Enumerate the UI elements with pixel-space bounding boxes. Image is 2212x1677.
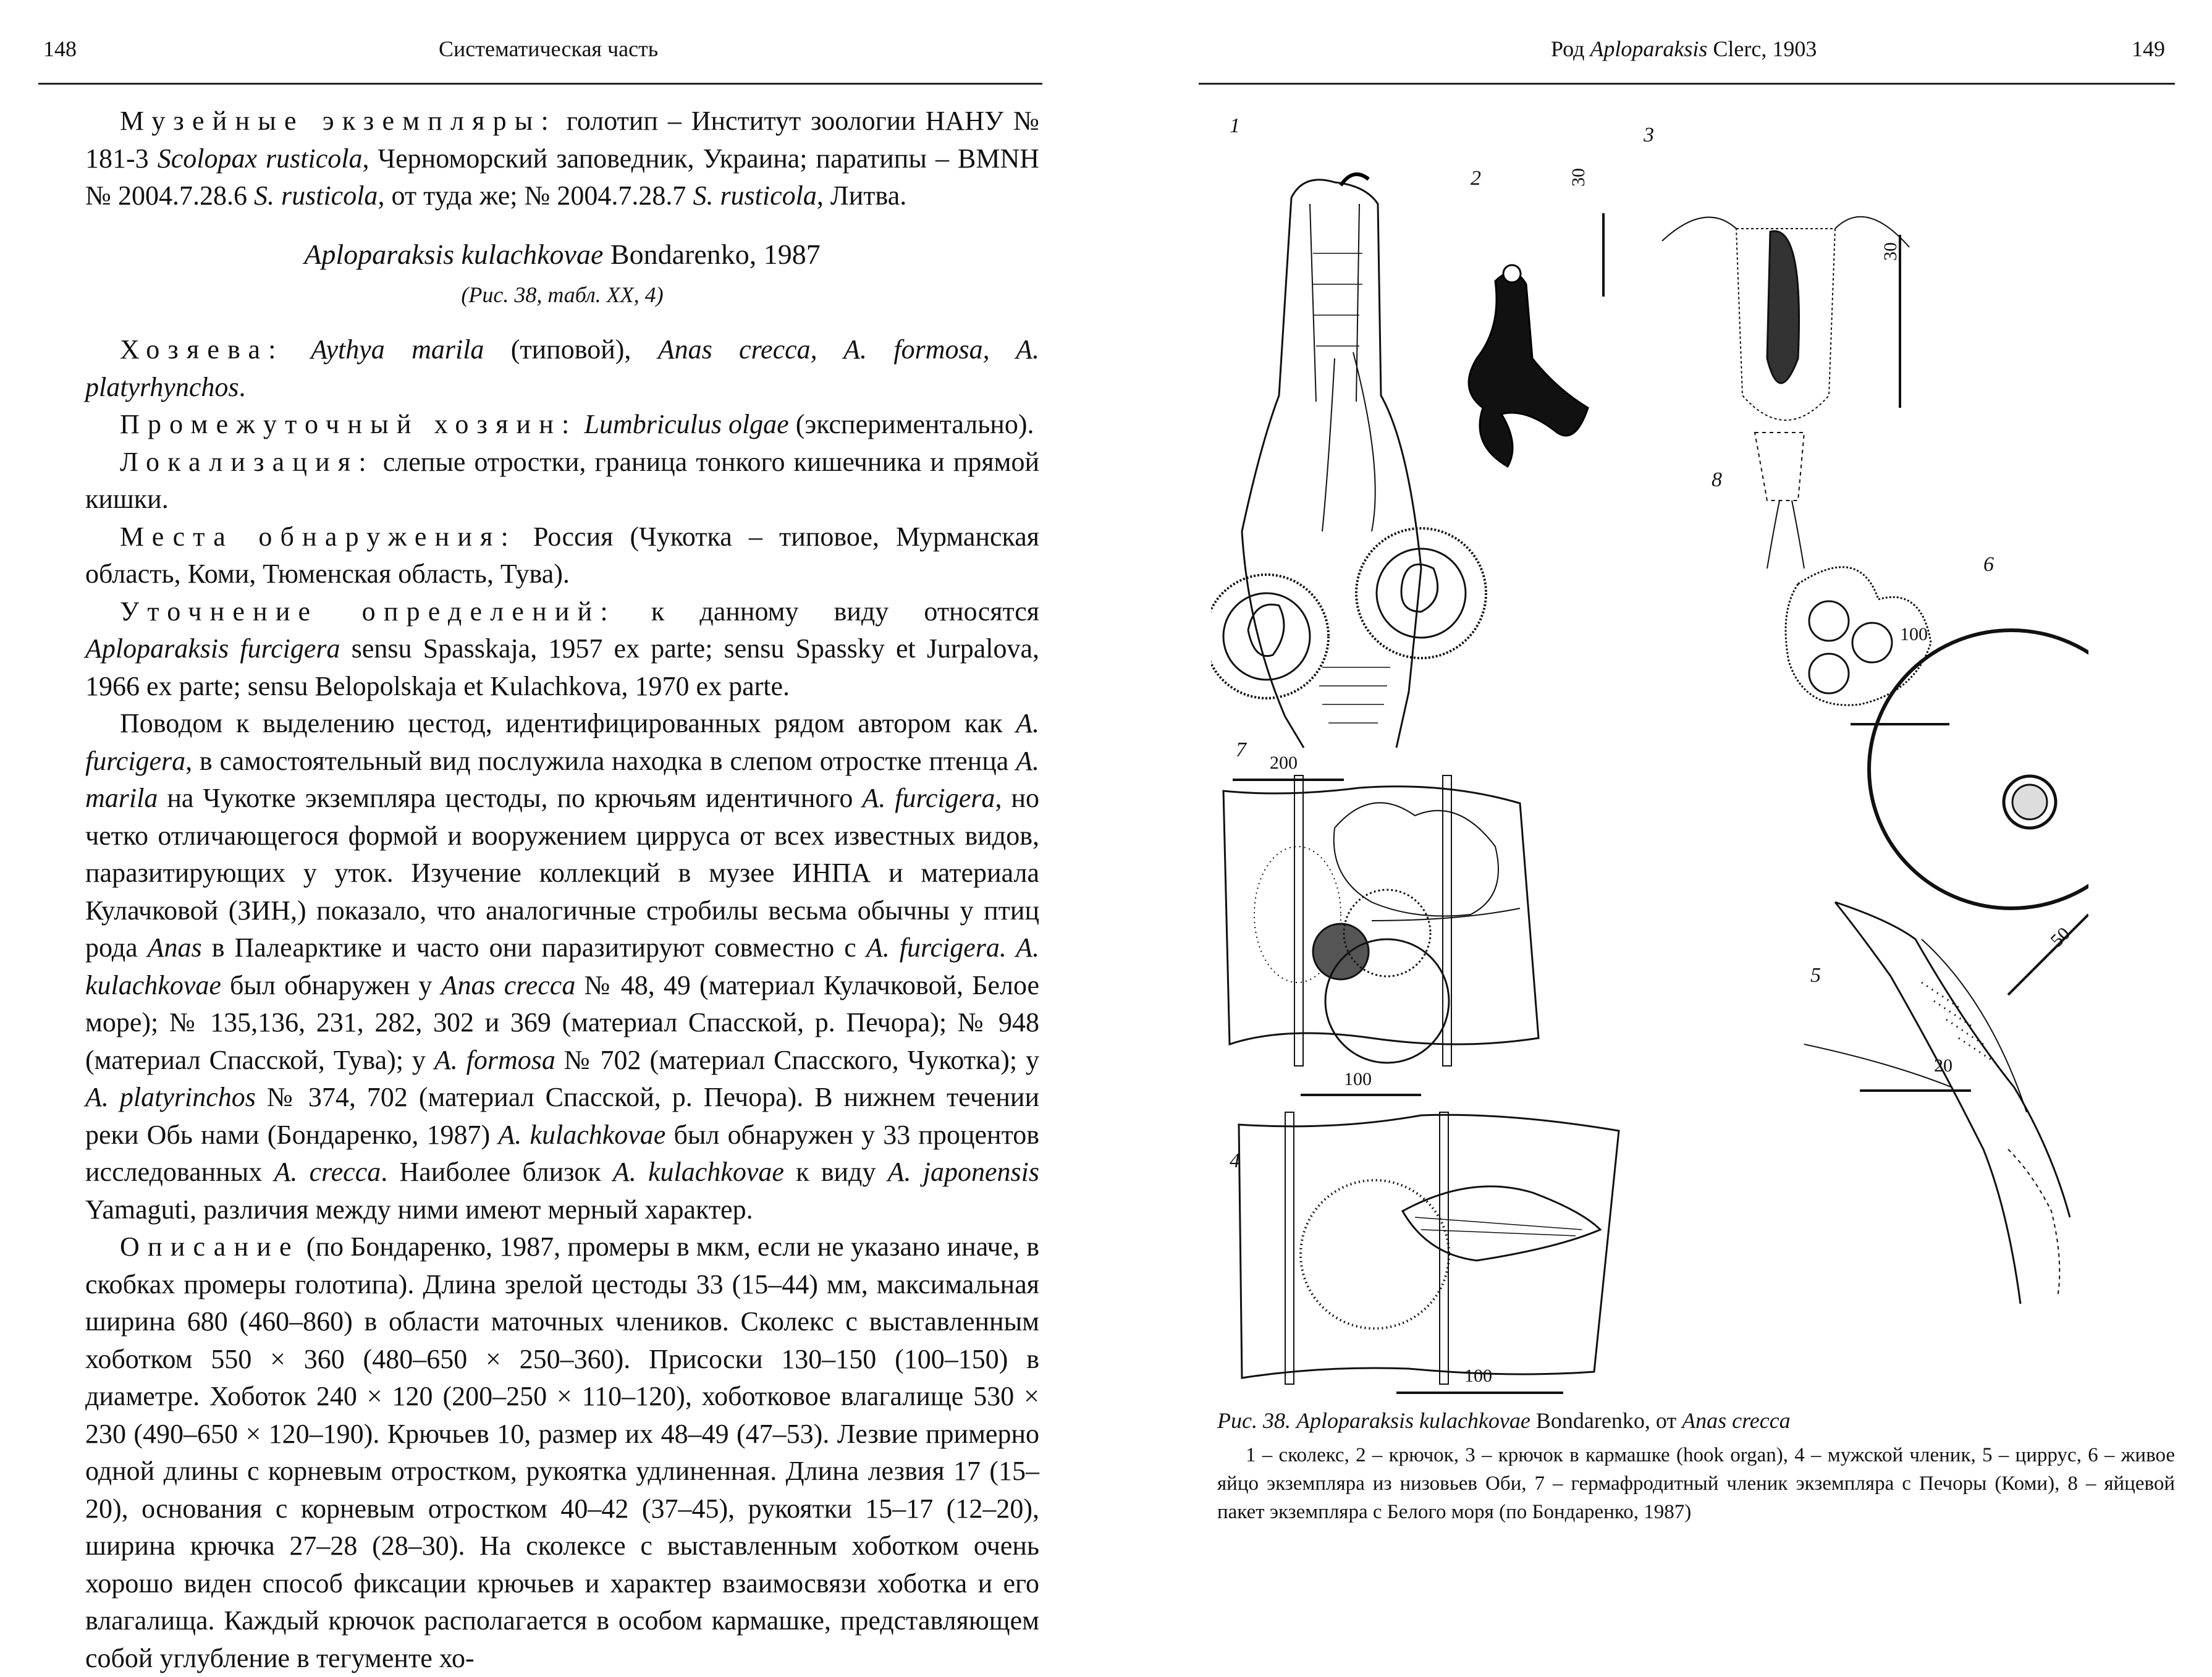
figure-drawings [1211, 99, 2088, 1409]
description-paragraph: Описание (по Бондаренко, 1987, промеры в мкм, если не указано иначе, в скобках промеры голотипа). Длина зрелой цестоды 33 (15–44) мм, максимальная ширина 680 (460–860) в области маточных члеников. Сколекс с выставленным хоботком 550 × 360 (480–650 × 250–360). Присоски 130–150 (100–150) в диаметре. Хоботок 240 × 120 (200–250 × 110–120), хоботковое влагалище 530 × 230 (490–650 × 120–190). Крючьев 10, размер их 48–49 (47–53). Лезвие примерно одной длины с корневым отростком, рукоятка удлиненная. Длина лезвия 17 (15–20), основания с корневым отростком 40–42 (37–45), рукоятки 15–17 (12–20), ширина крючка 27–28 (28–30). На сколексе с выставленным хоботком очень хорошо виден способ фиксации крючьев и характер взаимосвязи хоботка и его влагалища. Каждый крючок располагается в особом кармашке, представляющем собой углубление в тегументе хо- [85, 1231, 1039, 1673]
panel-label-1: 1 [1230, 114, 1240, 137]
museum-paragraph: Музейные экземпляры: голотип – Институт зоологии НАНУ № 181-3 Scolopax rusticola, Черноморский заповедник, Украина; паратипы – BMNH № 2004.7.28.6 S. rusticola, от туда же; № 2004.7.28.7 S. rusticola, Литва. [85, 106, 1040, 211]
species-reference: (Рис. 38, табл. XX, 4) [461, 282, 664, 307]
hosts-paragraph: Хозяева: Aythya marila (типовой), Anas crecca, A. formosa, A. platyrhynchos. [85, 334, 1039, 402]
panel-label-7: 7 [1236, 738, 1246, 761]
intermediate-host-paragraph: Промежуточный хозяин: Lumbriculus olgae (экспериментально). [120, 409, 1034, 439]
scale-label-1: 200 [1270, 753, 1298, 773]
finds-paragraph: Места обнаружения: Россия (Чукотка – типовое, Мурманская область, Коми, Тюменская область, Тува). [85, 521, 1039, 589]
panel-label-3: 3 [1644, 124, 1654, 146]
scale-label-4: 100 [1464, 1366, 1492, 1386]
caption-title: Рис. 38. Aploparaksis kulachkovae Bondarenko, от Anas crecca [1217, 1408, 1791, 1433]
left-body-text [85, 103, 1039, 1677]
refinement-paragraph: Уточнение определений: к данному виду относятся Aploparaksis furcigera sensu Spasskaja, 1957 ex parte; sensu Spassky et Jurpalova, 1966 ex parte; sensu Belopolskaja et Kulachkova, 1970 ex parte. [85, 596, 1040, 701]
figure-38 [1211, 99, 2088, 1409]
right-page [1106, 0, 2212, 1576]
panel-label-6: 6 [1983, 553, 1994, 576]
cirrus-drawing [1804, 902, 2070, 1304]
panel-label-2: 2 [1471, 167, 1481, 190]
scale-label-2: 30 [1568, 168, 1589, 187]
scale-label-3: 30 [1880, 242, 1901, 261]
species-title: Aploparaksis kulachkovae Bondarenko, 1987 [304, 238, 821, 270]
page-number-right: 149 [2132, 36, 2165, 61]
male-segment-drawing [1239, 1112, 1619, 1393]
running-head-right: Род Aploparaksis Clerc, 1903 [1551, 36, 1817, 61]
figure-caption [1217, 1406, 2175, 1526]
hook-organ-drawing [1662, 217, 1909, 568]
panel-label-4: 4 [1230, 1149, 1240, 1172]
hermaphrodite-segment-drawing [1223, 775, 1539, 1095]
scale-bar-6 [2008, 915, 2088, 995]
scolex-drawing [1211, 174, 1486, 780]
egg-packet-drawing [1786, 567, 1949, 724]
panel-label-5: 5 [1810, 964, 1821, 987]
panel-label-8: 8 [1712, 468, 1722, 491]
discussion-paragraph: Поводом к выделению цестод, идентифицированных рядом автором как A. furcigera, в самостоятельный вид послужила находка в слепом отростке птенца A. marila на Чукотке экземпляра цестоды, по крючьям идентичного A. furcigera, но четко отличающегося формой и вооружением цирруса от всех известных видов, паразитирующих у уток. Изучение коллекций в музее ИНПА и материала Кулачковой (ЗИН,) показало, что аналогичные стробилы весьма обычны у птиц рода Anas в Палеарктике и часто они паразитируют совместно с A. furcigera. A. kulachkovae был обнаружен у Anas crecca № 48, 49 (материал Кулачковой, Белое море); № 135,136, 231, 282, 302 и 369 (материал Спасской, р. Печора); № 948 (материал Спасской, Тува); у A. formosa № 702 (материал Спасского, Чукотка); у A. platyrinchos № 374, 702 (материал Спасской, р. Печора). В нижнем течении реки Обь нами (Бондаренко, 1987) A. kulachkovae был обнаружен у 33 процентов исследованных A. crecca. Наиболее близок A. kulachkovae к виду A. japonensis Yamaguti, различия между ними имеют мерный характер. [85, 708, 1040, 1225]
caption-text: 1 – сколекс, 2 – крючок, 3 – крючок в кармашке (hook organ), 4 – мужской членик, 5 – циррус, 6 – живое яйцо экземпляра из низовьев Оби, 7 – гермафродитный членик экземпляра с Печоры (Коми), 8 – яйцевой пакет экземпляра с Белого моря (по Бондаренко, 1987) [1217, 1444, 2175, 1523]
page-number-left: 148 [43, 36, 77, 61]
header-rule-left [38, 83, 1042, 85]
scale-label-7: 100 [1344, 1069, 1372, 1089]
left-page [0, 0, 1106, 1673]
header-rule-right [1199, 83, 2175, 85]
hook-drawing [1469, 213, 1603, 467]
scale-label-8: 100 [1900, 624, 1928, 644]
scale-label-5: 20 [1934, 1055, 1952, 1076]
scale-label-6: 50 [2046, 923, 2074, 951]
running-head-left: Систематическая часть [439, 36, 659, 61]
localization-paragraph: Локализация: слепые отростки, граница тонкого кишечника и прямой кишки. [85, 446, 1039, 514]
